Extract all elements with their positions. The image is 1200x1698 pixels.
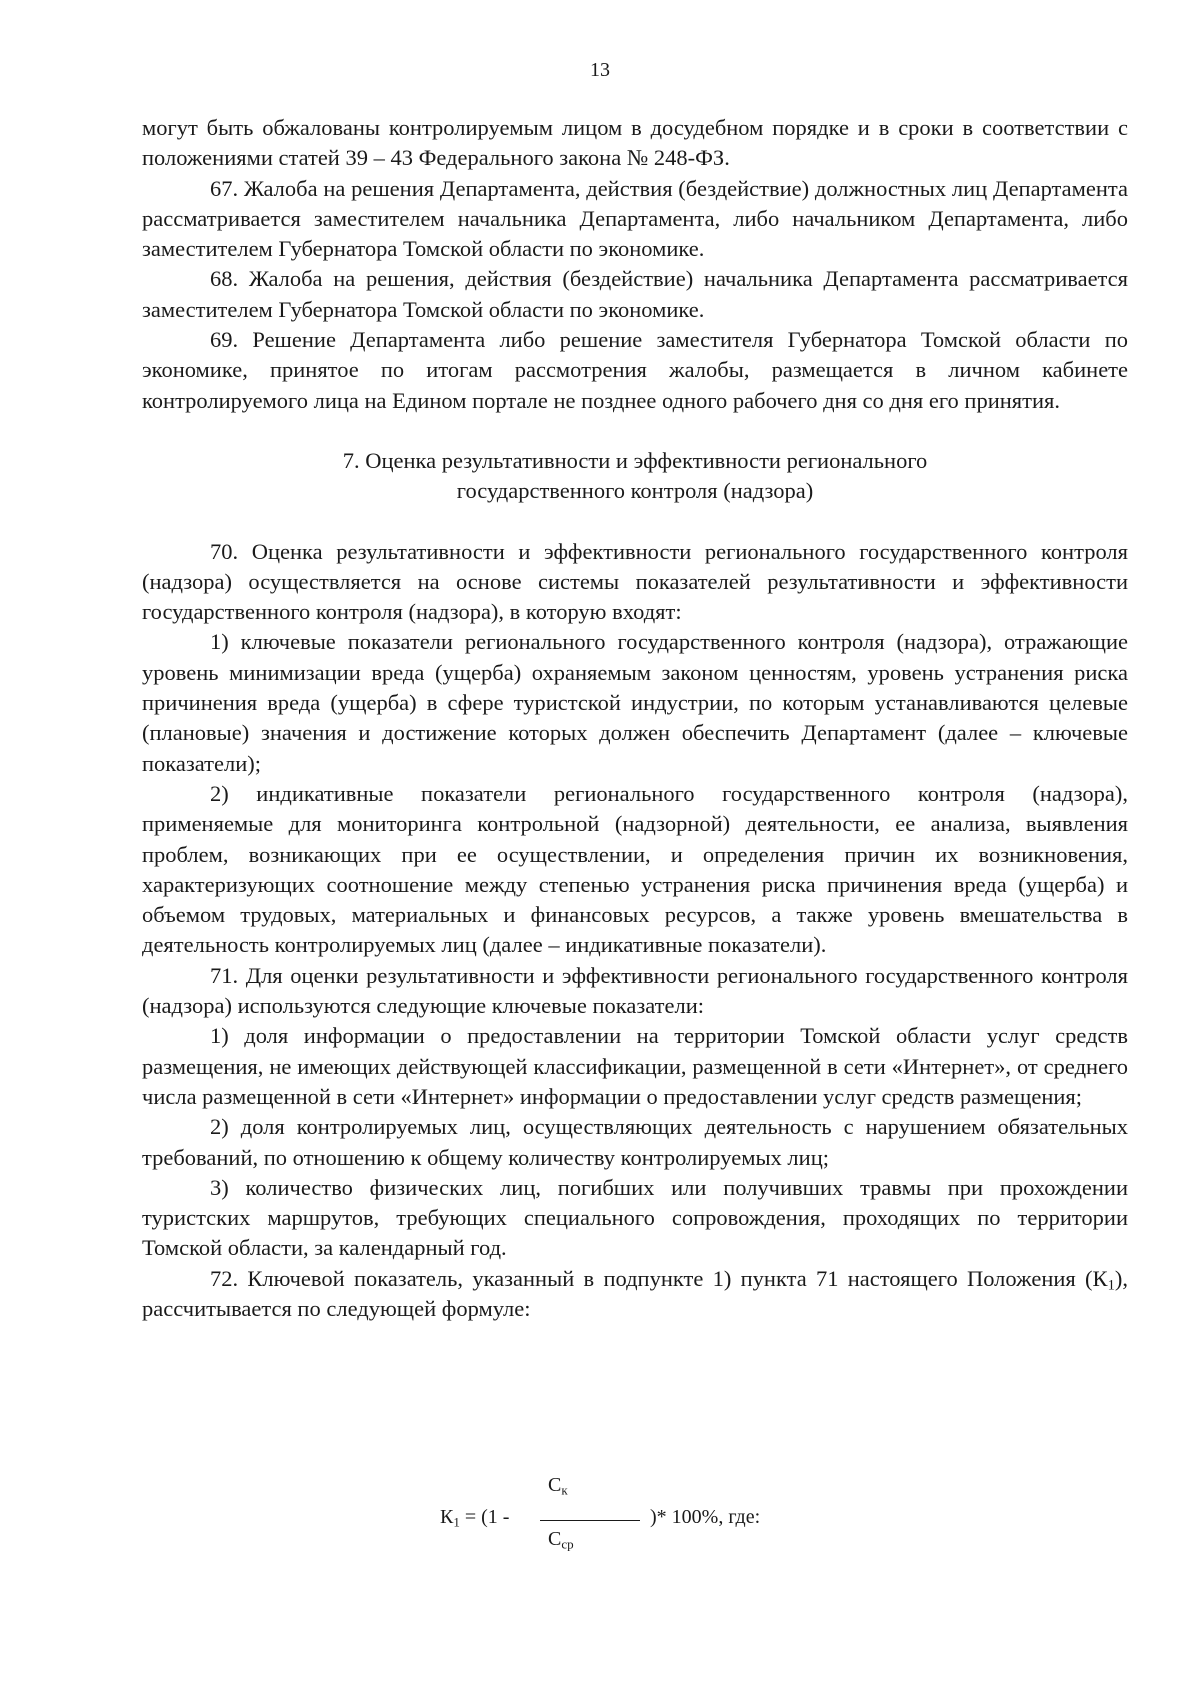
formula-numerator-symbol: С xyxy=(548,1474,562,1496)
page-number: 13 xyxy=(590,59,610,81)
formula-denominator xyxy=(548,1528,648,1551)
paragraph-70: 70. Оценка результативности и эффективности регионального государственного контроля (надзора) осуществляется на основе системы показателей результативности и эффективности государственного контроля (надзора), в которую входят: xyxy=(142,538,1128,625)
document-body xyxy=(142,113,1128,1324)
paragraph-69: 69. Решение Департамента либо решение заместителя Губернатора Томской области по экономике, принятое по итогам рассмотрения жалобы, размещается в личном кабинете контролируемого лица на Едином портале не позднее одного рабочего дня со дня его принятия. xyxy=(142,327,1128,413)
section-heading xyxy=(142,446,1128,507)
paragraph-71-item-2: 2) доля контролируемых лиц, осуществляющих деятельность с нарушением обязательных требований, по отношению к общему количеству контролируемых лиц; xyxy=(142,1114,1128,1170)
formula-lhs-tail: = (1 - xyxy=(459,1506,510,1528)
section-heading-line-1: 7. Оценка результативности и эффективности регионального xyxy=(342,447,928,473)
paragraph-continuation: могут быть обжалованы контролируемым лицом в досудебном порядке и в сроки в соответствии с положениями статей 39 – 43 Федерального закона № 248-ФЗ. xyxy=(142,115,1128,171)
formula-rhs: )* 100%, где: xyxy=(650,1506,761,1528)
formula-denominator-subscript: ср xyxy=(561,1536,574,1552)
paragraph-71-item-1: 1) доля информации о предоставлении на территории Томской области услуг средств размещения, не имеющих действующей классификации, размещенной в сети «Интернет», от среднего числа размещенной в сети «Интернет» информации о предоставлении услуг средств размещения; xyxy=(142,1023,1128,1109)
formula-lhs xyxy=(440,1506,509,1529)
paragraph-70-item-2: 2) индикативные показатели регионального государственного контроля (надзора), применяемые для мониторинга контрольной (надзорной) деятельности, ее анализа, выявления проблем, возникающих при ее осуществлении, и определения причин их возникновения, характеризующих соотношение между степенью устранения риска причинения вреда (ущерба) и объемом трудовых, материальных и финансовых ресурсов, а также уровень вмешательства в деятельность контролируемых лиц (далее – индикативные показатели). xyxy=(142,780,1128,958)
paragraph-72-suffix: ), рассчитывается по следующей формуле: xyxy=(142,1265,1128,1321)
formula-denominator-symbol: С xyxy=(548,1528,562,1550)
paragraph-70-item-1: 1) ключевые показатели регионального государственного контроля (надзора), отражающие уровень минимизации вреда (ущерба) охраняемым законом ценностям, уровень устранения риска причинения вреда (ущерба) в сфере туристской индустрии, по которым устанавливаются целевые (плановые) значения и достижение которых должен обеспечить Департамент (далее – ключевые показатели); xyxy=(142,629,1128,776)
paragraph-71-item-3: 3) количество физических лиц, погибших или получивших травмы при прохождении туристских маршрутов, требующих специального сопровождения, проходящих по территории Томской области, за календарный год. xyxy=(142,1174,1128,1261)
paragraph-72 xyxy=(142,1264,1128,1325)
paragraph-72-prefix: 72. Ключевой показатель, указанный в подпункте 1) пункта 71 настоящего Положения (К xyxy=(210,1265,1108,1291)
paragraph-72-subscript: 1 xyxy=(1107,1277,1115,1294)
paragraph-67: 67. Жалоба на решения Департамента, действия (бездействие) должностных лиц Департамента рассматривается заместителем начальника Департамента, либо начальником Департамента, либо заместителем Губернатора Томской области по экономике. xyxy=(142,175,1128,262)
paragraph-68: 68. Жалоба на решения, действия (бездействие) начальника Департамента рассматривается заместителем Губернатора Томской области по экономике. xyxy=(142,266,1128,322)
formula-numerator-subscript: к xyxy=(561,1482,568,1498)
formula-numerator xyxy=(548,1474,648,1497)
paragraph-71: 71. Для оценки результативности и эффективности регионального государственного контроля (надзора) используются следующие ключевые показатели: xyxy=(142,962,1128,1019)
formula-lhs-subscript: 1 xyxy=(453,1514,460,1530)
formula-fraction-line xyxy=(540,1520,640,1521)
section-heading-line-2: государственного контроля (надзора) xyxy=(456,478,814,504)
formula-k1 xyxy=(0,1468,1200,1568)
formula-lhs-symbol: К xyxy=(440,1506,454,1528)
